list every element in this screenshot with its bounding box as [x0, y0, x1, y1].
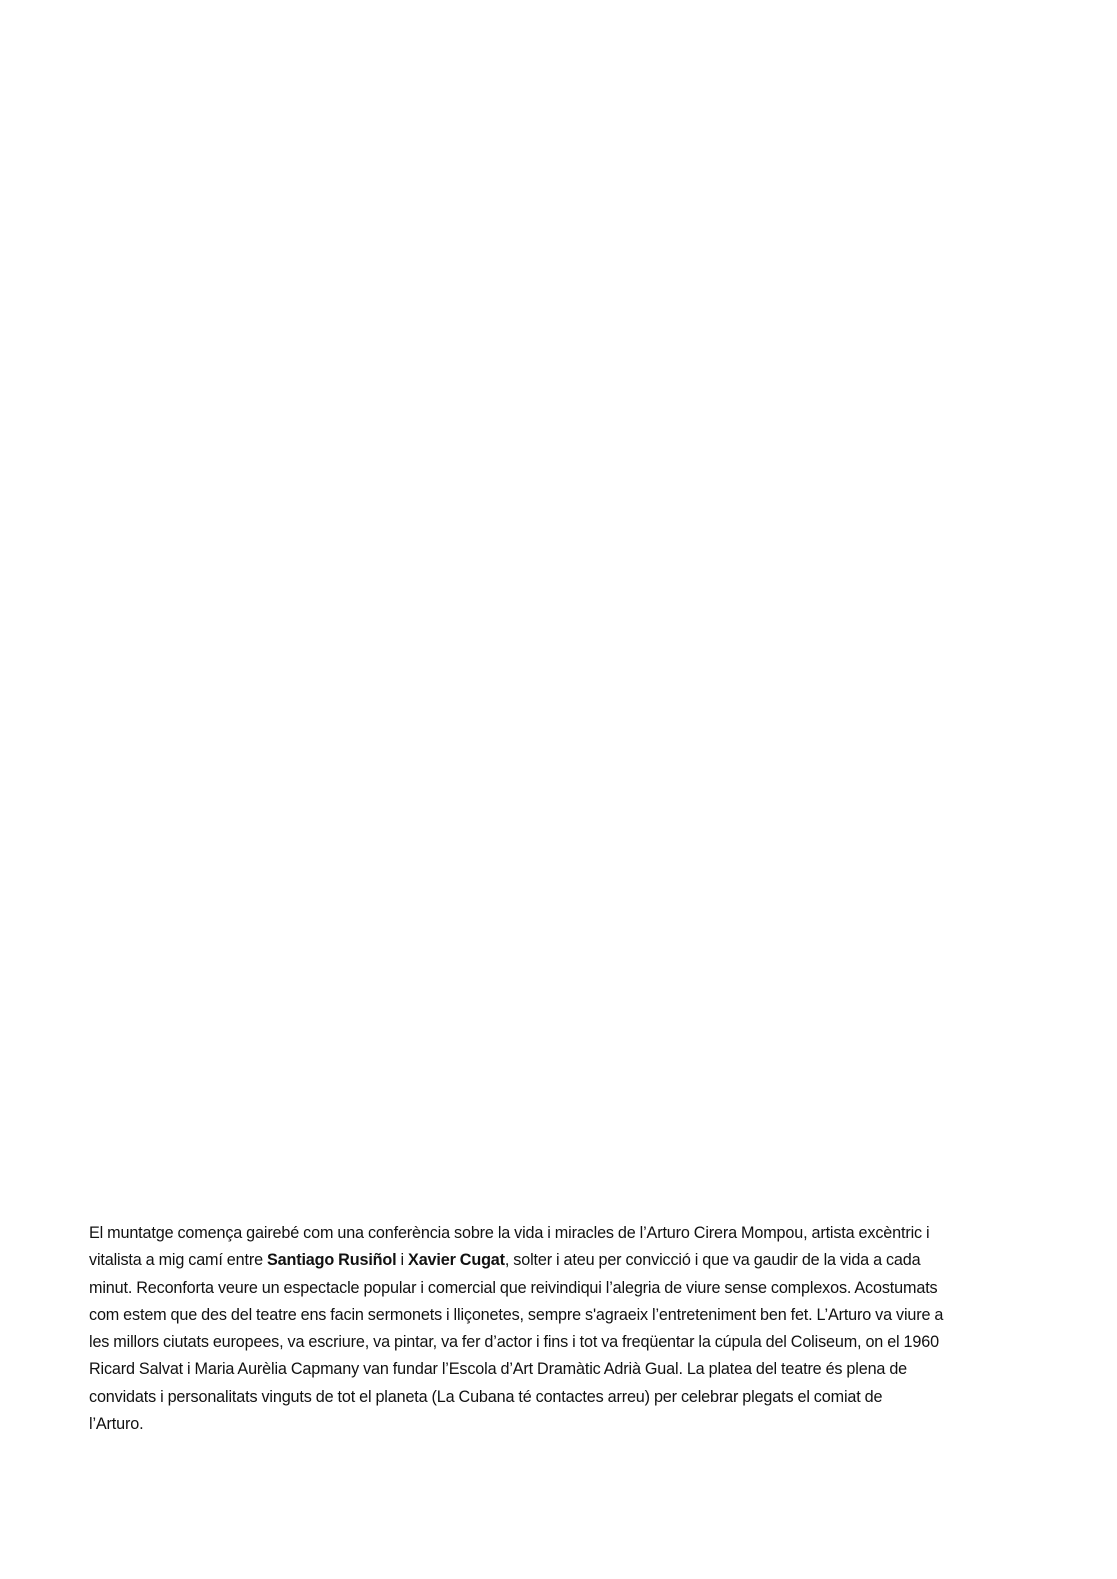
line-text: i: [396, 1251, 409, 1270]
paragraph-line: l’Arturo.: [89, 1415, 144, 1434]
paragraph-line: [89, 1247, 1034, 1274]
bold-name-santiago-rusinol: Santiago Rusiñol: [266, 1251, 397, 1270]
line-text: vitalista a mig camí entre: [89, 1251, 267, 1270]
bold-name-xavier-cugat: Xavier Cugat: [408, 1251, 505, 1270]
paragraph-line: minut. Reconforta veure un espectacle popular i comercial que reivindiqui l’alegria de viure sense complexos. Acostumats: [89, 1278, 938, 1297]
paragraph-line: convidats i personalitats vinguts de tot el planeta (La Cubana té contactes arreu) per celebrar plegats el comiat de: [89, 1387, 883, 1406]
paragraph-line: com estem que des del teatre ens facin sermonets i lliçonetes, sempre s'agraeix l’entreteniment ben fet. L’Arturo va viure a: [89, 1305, 944, 1324]
line-text: , solter i ateu per convicció i que va gaudir de la vida a cada: [504, 1251, 921, 1270]
article-paragraph: [89, 1220, 1034, 1438]
paragraph-line: les millors ciutats europees, va escriure, va pintar, va fer d’actor i fins i tot va freqüentar la cúpula del Coliseum, on el 1960: [89, 1333, 939, 1352]
paragraph-line: Ricard Salvat i Maria Aurèlia Capmany van fundar l’Escola d’Art Dramàtic Adrià Gual. La platea del teatre és plena de: [89, 1360, 908, 1379]
paragraph-line: El muntatge comença gairebé com una conferència sobre la vida i miracles de l’Arturo Cirera Mompou, artista excèntric i: [89, 1224, 930, 1242]
